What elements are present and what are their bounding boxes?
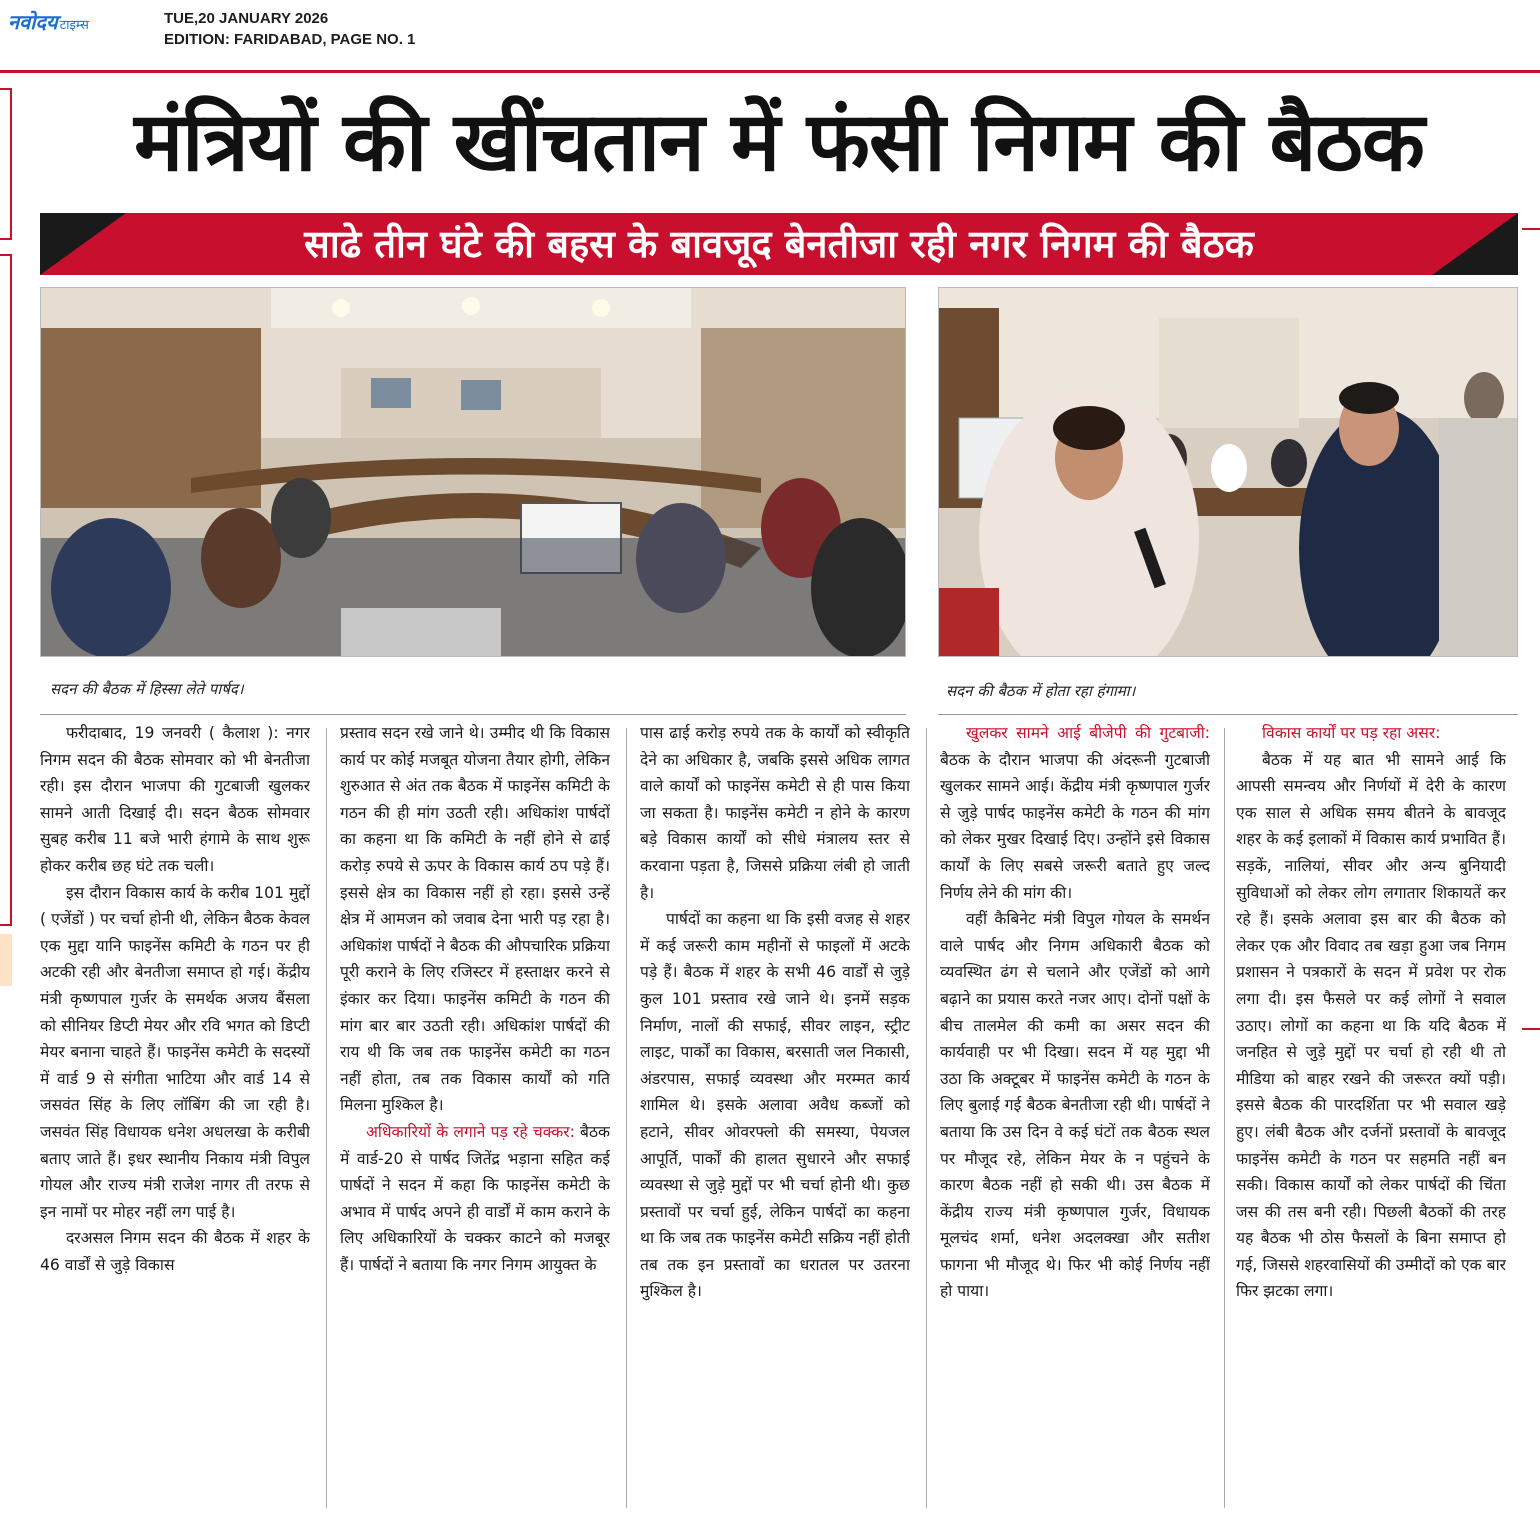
date-line: TUE,20 JANUARY 2026 (164, 10, 329, 27)
article-column-2 (340, 720, 610, 1516)
article-column-3 (640, 720, 910, 1516)
logo-sub-text: टाइम्स (59, 18, 89, 33)
page-header (0, 0, 1540, 58)
newspaper-logo (8, 8, 89, 34)
subheading: अधिकारियों के लगाने पड़ रहे चक्कर: (366, 1122, 575, 1141)
photo-uproar (938, 287, 1518, 657)
adjacent-box (0, 254, 12, 926)
caption-divider (40, 714, 906, 715)
paragraph: पार्षदों का कहना था कि इसी वजह से शहर में कई जरूरी काम महीनों से फाइलों में अटके पड़े हैं। बैठक में शहर के सभी 46 वार्डों से जुड़े कुल 101 प्रस्ताव रखे जाने थे। इनमें सड़क निर्माण, नालों की सफाई, सीवर लाइन, स्ट्रीट लाइट, पार्कों का विकास, बरसाती जल निकासी, अंडरपास, सफाई व्यवस्था और मरम्मत कार्य शामिल थे। इसके अलावा अवैध कब्जों को हटाने, सीवर ओवरफ्लो की समस्या, पेयजल आपूर्ति, पार्कों की हालत सुधारने और सफाई व्यवस्था से जुड़े मुद्दों पर भी चर्चा होनी थी। कुछ प्रस्तावों पर चर्चा हुई, लेकिन पार्षदों का कहना था कि जब तक फाइनेंस कमेटी सक्रिय नहीं होती तब तक इन प्रस्तावों का धरातल पर उतरना मुश्किल है। (640, 910, 910, 1301)
column-divider (1224, 728, 1225, 1508)
caption-divider (938, 714, 1518, 715)
adjacent-box (0, 88, 12, 240)
header-divider (0, 70, 1540, 73)
logo-main-text: नवोदय (8, 10, 58, 34)
edition-line: EDITION: FARIDABAD, PAGE NO. 1 (164, 31, 416, 48)
article-column-4 (940, 720, 1210, 1516)
adjacent-rule (1522, 1028, 1540, 1030)
paragraph: दरअसल निगम सदन की बैठक में शहर के 46 वार्डों से जुड़े विकास (40, 1229, 310, 1274)
adjacent-article-right (1522, 88, 1540, 1516)
adjacent-rule (1522, 228, 1540, 230)
paragraph: प्रस्ताव सदन रखे जाने थे। उम्मीद थी कि विकास कार्य पर कोई मजबूत योजना तैयार होगी, लेकिन शुरुआत से अंत तक बैठक में फाइनेंस कमिटी के गठन की ही मांग उठती रही। अधिकांश पार्षदों का कहना था कि कमिटी के नहीं होने से ढाई करोड़ रुपये से ऊपर के विकास कार्य ठप पड़े हैं। इससे क्षेत्र का विकास नहीं हो रहा। इससे उन्हें क्षेत्र में आमजन को जवाब देना भारी पड़ रहा है। अधिकांश पार्षदों ने बैठक की औपचारिक प्रक्रिया पूरी कराने के लिए रजिस्टर में हस्ताक्षर करने से इंकार कर दिया। फाइनेंस कमिटी के गठन की मांग बार बार उठती रही। अधिकांश पार्षदों की राय थी कि जब तक फाइनेंस कमेटी का गठन नहीं होता, तब तक विकास कार्यों को गति मिलना मुश्किल है। (340, 724, 610, 1115)
subheadline-banner (40, 213, 1518, 275)
article-column-5 (1236, 720, 1506, 1516)
photo1-caption: सदन की बैठक में हिस्सा लेते पार्षद। (50, 680, 244, 698)
paragraph (340, 1119, 610, 1279)
subheading: विकास कार्यों पर पड़ रहा असर: (1262, 724, 1441, 742)
photo2-caption: सदन की बैठक में होता रहा हंगामा। (946, 682, 1136, 700)
paragraph: फरीदाबाद, 19 जनवरी ( कैलाश ): नगर निगम सदन की बैठक सोमवार को भी बेनतीजा रही। इस दौरान भाजपा की गुटबाजी खुलकर सामने आती दिखाई दी। सदन बैठक सोमवार सुबह करीब 11 बजे भारी हंगामे के साथ शुरू होकर करीब छह घंटे तक चली। (40, 724, 310, 875)
column-divider (626, 728, 627, 1508)
paragraph: पास ढाई करोड़ रुपये तक के कार्यों को स्वीकृति देने का अधिकार है, जबकि इससे अधिक लागत वाले कार्यों को फाइनेंस कमेटी से ही पास किया जा सकता है। फाइनेंस कमेटी न होने के कारण बड़े विकास कार्यों को सीधे मंत्रालय स्तर से करवाना पड़ता है, जिससे प्रक्रिया लंबी हो जाती है। (640, 724, 910, 902)
adjacent-box (0, 934, 12, 986)
column-divider (926, 728, 927, 1508)
paragraph (940, 720, 1210, 906)
photo-council-meeting (40, 287, 906, 657)
paragraph-text: बैठक में वार्ड-20 से पार्षद जितेंद्र भड़ाना सहित कई पार्षदों ने सदन में कहा कि फाइनेंस कमेटी के अभाव में पार्षद अपने ही वार्डों में काम कराने के लिए अधिकारियों के चक्कर काटने को मजबूर हैं। पार्षदों ने बताया कि नगर निगम आयुक्त के (340, 1122, 610, 1274)
subheading: खुलकर सामने आई बीजेपी की गुटबाजी: (966, 724, 1210, 742)
paragraph: बैठक में यह बात भी सामने आई कि आपसी समन्वय और निर्णयों में देरी के कारण एक साल से अधिक समय बीतने के बावजूद शहर के कई इलाकों में विकास कार्य प्रभावित हैं। सड़कें, नालियां, सीवर और अन्य बुनियादी सुविधाओं को लेकर लोग लगातार शिकायतें कर रहे हैं। इसके अलावा इस बार की बैठक को लेकर एक और विवाद तब खड़ा हुआ जब निगम प्रशासन ने पत्रकारों के सदन में प्रवेश पर रोक लगा दी। इस फैसले पर कई लोगों ने सवाल उठाए। लोगों का कहना था कि यदि बैठक में जनहित से जुड़े मुद्दों पर चर्चा हो रही थी तो मीडिया को बाहर रखने की जरूरत क्यों पड़ी। इससे बैठक की पारदर्शिता पर भी सवाल खड़े हुए। लंबी बैठक और दर्जनों प्रस्तावों के बावजूद फाइनेंस कमेटी के गठन पर सहमति नहीं बन सकी। विकास कार्यों को लेकर पार्षदों की चिंता जस की तस बनी रही। पिछली बैठकों की तरह यह बैठक भी ठोस फैसलों के बिना समाप्त हो गई, जिससे शहरवासियों की उम्मीदों को एक बार फिर झटका लगा। (1236, 750, 1506, 1301)
paragraph-text: बैठक के दौरान भाजपा की अंदरूनी गुटबाजी खुलकर सामने आई। केंद्रीय मंत्री कृष्णपाल गुर्जर से जुड़े पार्षद फाइनेंस कमेटी के गठन की मांग को लेकर मुखर दिखाई दिए। उन्होंने इसे विकास कार्यों के लिए सबसे जरूरी बताते हुए जल्द निर्णय लेने की मांग की। (940, 750, 1210, 902)
adjacent-article-left (0, 88, 14, 1516)
article-column-1 (40, 720, 310, 1516)
paragraph (1236, 720, 1506, 747)
column-divider (326, 728, 327, 1508)
headline: मंत्रियों की खींचतान में फंसी निगम की बैठक (134, 95, 1424, 190)
subheadline: साढे तीन घंटे की बहस के बावजूद बेनतीजा रही नगर निगम की बैठक (304, 222, 1254, 266)
paragraph: इस दौरान विकास कार्य के करीब 101 मुद्दों ( एजेंडों ) पर चर्चा होनी थी, लेकिन बैठक केवल एक मुद्दा यानि फाइनेंस कमिटी के गठन पर ही अटकी रही और बेनतीजा समाप्त हो गई। केंद्रीय मंत्री कृष्णपाल गुर्जर के समर्थक अजय बैंसला को सीनियर डिप्टी मेयर और रवि भगत को डिप्टी मेयर बनाना चाहते हैं। फाइनेंस कमेटी के सदस्यों में वार्ड 9 से संगीता भाटिया और वार्ड 14 से जसवंत सिंह के लिए लॉबिंग की जा रही है। जसवंत सिंह विधायक धनेश अधलखा के करीबी बताए जाते हैं। इधर स्थानीय निकाय मंत्री विपुल गोयल और राज्य मंत्री राजेश नागर ती तरफ से इन नामों पर मोहर नहीं लग पाई है। (40, 883, 310, 1221)
paragraph: वहीं कैबिनेट मंत्री विपुल गोयल के समर्थन वाले पार्षद और निगम अधिकारी बैठक को व्यवस्थित ढंग से चलाने और एजेंडों को आगे बढ़ाने का प्रयास करते नजर आए। दोनों पक्षों के बीच तालमेल की कमी का असर सदन की कार्यवाही पर भी दिखा। सदन में यह मुद्दा भी उठा कि अक्टूबर में फाइनेंस कमेटी के गठन के लिए बुलाई गई बैठक बेनतीजा रही थी। पार्षदों ने बताया कि उस दिन वे कई घंटों तक बैठक स्थल पर मौजूद रहे, लेकिन मेयर के न पहुंचने के कारण बैठक नहीं हो सकी थी। उस बैठक में केंद्रीय राज्य मंत्री कृष्णपाल गुर्जर, विधायक मूलचंद शर्मा, धनेश अदलक्खा और सतीश फागना भी मौजूद थे। फिर भी कोई निर्णय नहीं हो पाया। (940, 910, 1210, 1301)
edition-info (164, 8, 415, 50)
